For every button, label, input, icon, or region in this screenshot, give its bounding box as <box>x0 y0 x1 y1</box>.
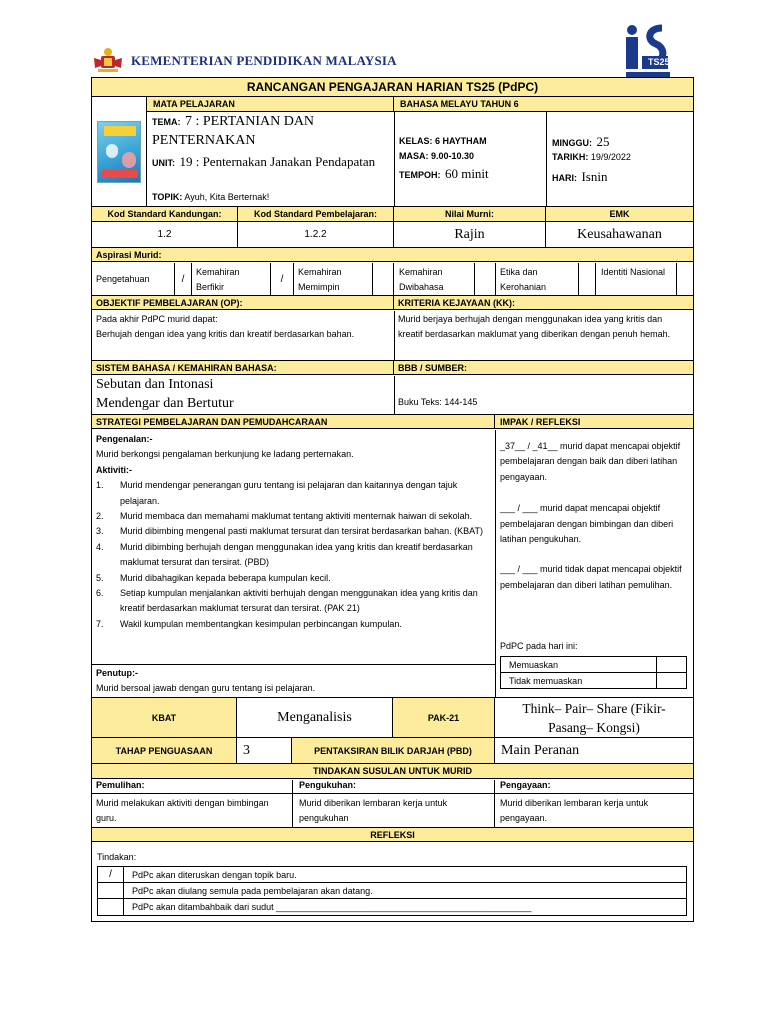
impak-p3: ___ / ___ murid tidak dapat mencapai objektif pembelajaran dan diberi latihan pemulihan. <box>500 564 682 590</box>
sistem-line2: Mendengar dan Bertutur <box>96 396 234 411</box>
tindakan-label: Tindakan: <box>97 852 137 862</box>
tindakan-mark-1: / <box>109 869 112 880</box>
aspirasi-label <box>92 248 693 262</box>
aktiviti-text: Murid dibahagikan kepada beberapa kumpulan kecil. <box>120 572 331 583</box>
aktiviti-item <box>96 617 490 632</box>
aspirasi-pengetahuan: Pengetahuan <box>96 274 150 284</box>
objektif-label <box>92 296 394 310</box>
unit-value: 19 : Penternakan Janakan Pendapatan <box>179 154 376 169</box>
aktiviti-num: 5. <box>96 572 104 583</box>
susulan-col-pengayaan <box>495 780 693 828</box>
aktiviti-label: Aktiviti:- <box>96 464 132 475</box>
subject-label <box>146 97 394 112</box>
std-value-emk-text: Keusahawanan <box>577 226 662 242</box>
impak-label-text: IMPAK / REFLEKSI <box>500 416 581 427</box>
pemulihan-label: Pemulihan: <box>92 780 292 794</box>
pengayaan-text: Murid diberikan lembaran kerja untuk pengayaan. <box>500 798 649 823</box>
refleksi-label <box>92 828 693 842</box>
tempoh-value: 60 minit <box>444 166 489 181</box>
aktiviti-item <box>96 586 490 617</box>
std-value-pembelajaran-text: 1.2.2 <box>304 229 327 240</box>
hari-label: HARI: <box>552 173 577 183</box>
aspirasi-label-text: Aspirasi Murid: <box>96 249 162 260</box>
aktiviti-text: Setiap kumpulan menjalankan aktiviti berhujah dengan menggunakan idea yang kritis dan kreatif berdasarkan maklumat tersurat dan tersirat. (PAK 21) <box>120 588 478 614</box>
topik-label: TOPIK: <box>152 192 183 202</box>
subject-value-text: BAHASA MELAYU TAHUN 6 <box>400 99 519 109</box>
impak-p1: _37__ / _41__ murid dapat mencapai objektif pembelajaran dengan baik dan diberi latihan pengayaan. <box>500 441 681 482</box>
pbd-label-text: PENTAKSIRAN BILIK DARJAH (PBD) <box>314 745 472 756</box>
aspirasi-item-label <box>601 265 671 280</box>
refleksi-label-text: REFLEKSI <box>370 829 415 840</box>
sistem-label-text: SISTEM BAHASA / KEMAHIRAN BAHASA: <box>96 362 277 373</box>
objektif-text <box>96 312 388 342</box>
bbb-label-text: BBB / SUMBER: <box>398 362 467 373</box>
tahap-label <box>92 738 237 763</box>
pdpc-option-memuaskan-text: Memuaskan <box>509 659 559 670</box>
tindakan-row <box>124 899 686 915</box>
aspirasi-row <box>92 263 693 295</box>
susulan-col-pengukuhan <box>293 780 495 828</box>
std-value-pembelajaran <box>238 222 394 247</box>
susulan-col-pemulihan <box>92 780 293 828</box>
tema-value: 7 : PERTANIAN DAN PENTERNAKAN <box>152 114 315 148</box>
std-value-kandungan-text: 1.2 <box>157 229 172 240</box>
topik-line <box>152 192 269 202</box>
tindakan-text-1: PdPc akan diteruskan dengan topik baru. <box>132 869 297 880</box>
tindakan-mark[interactable] <box>98 899 124 915</box>
tahap-label-text: TAHAP PENGUASAAN <box>115 745 213 756</box>
aktiviti-list <box>96 478 490 632</box>
tindakan-mark[interactable] <box>98 867 124 883</box>
aktiviti-text: Murid mendengar penerangan guru tentang isi pelajaran dan kaitannya dengan tajuk pelajaran. <box>120 480 458 506</box>
aspirasi-mark <box>174 263 192 295</box>
pdpc-hari-label: PdPC pada hari ini: <box>500 641 578 651</box>
penutup-text: Murid bersoal jawab dengan guru tentang isi pelajaran. <box>96 683 316 693</box>
sistem-line1: Sebutan dan Intonasi <box>96 377 214 392</box>
std-header-kandungan <box>92 207 238 221</box>
std-header-emk-text: EMK <box>609 209 630 219</box>
aspirasi-item-label <box>196 265 266 295</box>
objektif-line1: Pada akhir PdPC murid dapat: <box>96 314 218 324</box>
aktiviti-item <box>96 524 490 539</box>
pdpc-checkbox-memuaskan[interactable] <box>657 657 686 673</box>
aktiviti-text: Murid membaca dan memahami maklumat tentang aktiviti menternak haiwan di sekolah. <box>120 511 473 522</box>
pemulihan-text: Murid melakukan aktiviti dengan bimbingan guru. <box>96 798 269 823</box>
aktiviti-num: 2. <box>96 511 104 522</box>
std-value-nilai <box>394 222 546 247</box>
pengukuhan-text: Murid diberikan lembaran kerja untuk pengukuhan <box>299 798 448 823</box>
pengayaan-label: Pengayaan: <box>495 780 693 794</box>
pengenalan-label: Pengenalan:- <box>96 434 153 444</box>
aspirasi-kemahiran-berfikir: Kemahiran Berfikir <box>196 267 240 292</box>
pdpc-option-memuaskan <box>501 657 657 673</box>
hari-line <box>552 168 607 186</box>
sistem-text <box>96 375 388 413</box>
aktiviti-num: 6. <box>96 588 104 599</box>
ministry-crest-icon <box>92 46 124 74</box>
tema-line <box>152 112 392 150</box>
aspirasi-identiti: Identiti Nasional <box>601 267 666 277</box>
pdpc-checkbox-tidak-memuaskan[interactable] <box>657 673 686 688</box>
pbd-label <box>292 738 495 763</box>
ministry-name: KEMENTERIAN PENDIDIKAN MALAYSIA <box>131 53 397 68</box>
aktiviti-item <box>96 571 490 586</box>
tempoh-label: TEMPOH: <box>399 170 441 180</box>
aktiviti-item <box>96 478 490 509</box>
kelas-text: KELAS: 6 HAYTHAM <box>399 136 487 146</box>
hari-value: Isnin <box>581 169 608 184</box>
subject-label-text: MATA PELAJARAN <box>153 99 235 109</box>
penutup-block <box>96 666 490 696</box>
tarikh-line <box>552 152 631 162</box>
aspirasi-mark <box>474 263 496 295</box>
minggu-label: MINGGU: <box>552 138 592 148</box>
aspirasi-mark <box>372 263 394 295</box>
penutup-label: Penutup:- <box>96 668 138 678</box>
tempoh-line <box>399 165 489 183</box>
kk-label-text: KRITERIA KEJAYAAN (KK): <box>398 297 516 308</box>
aspirasi-mark-pengetahuan: / <box>181 273 185 285</box>
minggu-value: 25 <box>596 134 610 149</box>
topik-value: Ayuh, Kita Berternak! <box>184 192 270 202</box>
pbd-value-text: Main Peranan <box>501 742 580 758</box>
impak-p2: ___ / ___ murid dapat mencapai objektif pembelajaran dengan bimbingan dan diberi latihan pengukuhan. <box>500 503 674 545</box>
pak21-value-text: Think– Pair– Share (Fikir- Pasang– Kongsi) <box>522 700 666 735</box>
std-header-pembelajaran <box>238 207 394 221</box>
plan-title <box>92 78 693 97</box>
tahap-value-text: 3 <box>243 742 250 758</box>
aspirasi-item-label <box>298 265 368 295</box>
aspirasi-mark <box>270 263 294 295</box>
aspirasi-mark <box>578 263 596 295</box>
std-header-kandungan-text: Kod Standard Kandungan: <box>107 209 222 219</box>
tindakan-table <box>97 866 687 916</box>
aspirasi-mark <box>676 263 693 295</box>
ts25-logo <box>622 22 674 80</box>
tindakan-row <box>124 867 686 883</box>
aktiviti-text: Murid dibimbing berhujah dengan menggunakan idea yang kritis dan kreatif berdasarkan maklumat tersurat dan tersirat. (PBD) <box>120 541 473 568</box>
pdpc-option-tidak-memuaskan-text: Tidak memuaskan <box>509 675 583 686</box>
std-header-emk <box>546 207 693 221</box>
kk-text: Murid berjaya berhujah dengan menggunakan idea yang kritis dan kreatif berdasarkan maklumat yang diberikan dengan penuh hemah. <box>398 314 671 339</box>
tindakan-text-2: PdPc akan diulang semula pada pembelajaran akan datang. <box>132 885 373 896</box>
std-value-nilai-text: Rajin <box>454 226 485 242</box>
susulan-label <box>92 764 693 779</box>
aktiviti-text: Wakil kumpulan membentangkan kesimpulan perbincangan kumpulan. <box>120 618 402 629</box>
tarikh-value: 19/9/2022 <box>590 152 631 162</box>
std-value-kandungan <box>92 222 238 247</box>
kk-label <box>394 296 693 310</box>
impak-label <box>495 415 693 429</box>
impak-content <box>500 439 690 593</box>
unit-label: UNIT: <box>152 158 175 168</box>
strategi-label-text: STRATEGI PEMBELAJARAN DAN PEMUDAHCARAAN <box>96 416 328 427</box>
susulan-label-text: TINDAKAN SUSULAN UNTUK MURID <box>313 766 472 776</box>
pbd-value <box>495 738 693 763</box>
aspirasi-etika: Etika dan Kerohanian <box>500 267 547 292</box>
aktiviti-text: Murid dibimbing mengenal pasti maklumat tersurat dan tersirat berdasarkan bahan. (KBAT) <box>120 526 484 537</box>
std-header-nilai <box>394 207 546 221</box>
aktiviti-num: 1. <box>96 480 104 491</box>
kbat-value-text: Menganalisis <box>277 709 352 725</box>
pdpc-option-tidak-memuaskan <box>501 673 657 688</box>
kbat-label <box>92 698 237 737</box>
pak21-value <box>495 698 693 737</box>
tindakan-mark[interactable] <box>98 883 124 899</box>
bbb-label <box>394 361 693 375</box>
ts25-logo-text: TS25 <box>648 57 670 67</box>
pdpc-options-table <box>500 656 687 689</box>
strategi-label <box>92 415 495 429</box>
aspirasi-kemahiran-dwibahasa: Kemahiran Dwibahasa <box>399 267 444 292</box>
aspirasi-item-label <box>96 263 172 295</box>
aspirasi-item-label <box>399 265 469 295</box>
kbat-label-text: KBAT <box>151 712 177 723</box>
pak21-label-text: PAK-21 <box>427 712 460 723</box>
objektif-label-text: OBJEKTIF PEMBELAJARAN (OP): <box>96 297 243 308</box>
std-header-pembelajaran-text: Kod Standard Pembelajaran: <box>253 209 378 219</box>
unit-line <box>152 151 392 174</box>
pengenalan-text: Murid berkongsi pengalaman berkunjung ke ladang perternakan. <box>96 449 354 460</box>
plan-title-text: RANCANGAN PENGAJARAN HARIAN TS25 (PdPC) <box>246 80 539 94</box>
sistem-label <box>92 361 394 375</box>
kbat-value <box>237 698 393 737</box>
aspirasi-mark-berfikir: / <box>280 273 284 285</box>
aktiviti-item <box>96 540 490 571</box>
objektif-line2: Berhujah dengan idea yang kritis dan kreatif berdasarkan bahan. <box>96 329 355 339</box>
textbook-cover-image <box>97 121 141 183</box>
minggu-line <box>552 133 609 151</box>
tindakan-row <box>124 883 686 899</box>
strategi-content <box>96 432 490 632</box>
std-header-nilai-text: Nilai Murni: <box>445 209 494 219</box>
aktiviti-num: 7. <box>96 618 104 629</box>
tarikh-label: TARIKH: <box>552 152 589 162</box>
tema-label: TEMA: <box>152 117 181 127</box>
tindakan-text-3: PdPc akan ditambahbaik dari sudut ___________________________________________________ <box>132 902 532 912</box>
bbb-value: Buku Teks: 144-145 <box>398 397 478 407</box>
pak21-label <box>393 698 495 737</box>
aktiviti-num: 3. <box>96 526 104 537</box>
masa-text: MASA: 9.00-10.30 <box>399 151 475 161</box>
subject-value <box>394 97 693 112</box>
tahap-value <box>237 738 292 763</box>
aktiviti-item <box>96 509 490 524</box>
pengukuhan-label: Pengukuhan: <box>293 780 494 794</box>
aktiviti-num: 4. <box>96 541 104 552</box>
std-value-emk <box>546 222 693 247</box>
aspirasi-kemahiran-memimpin: Kemahiran Memimpin <box>298 267 342 292</box>
aspirasi-item-label <box>500 265 576 295</box>
